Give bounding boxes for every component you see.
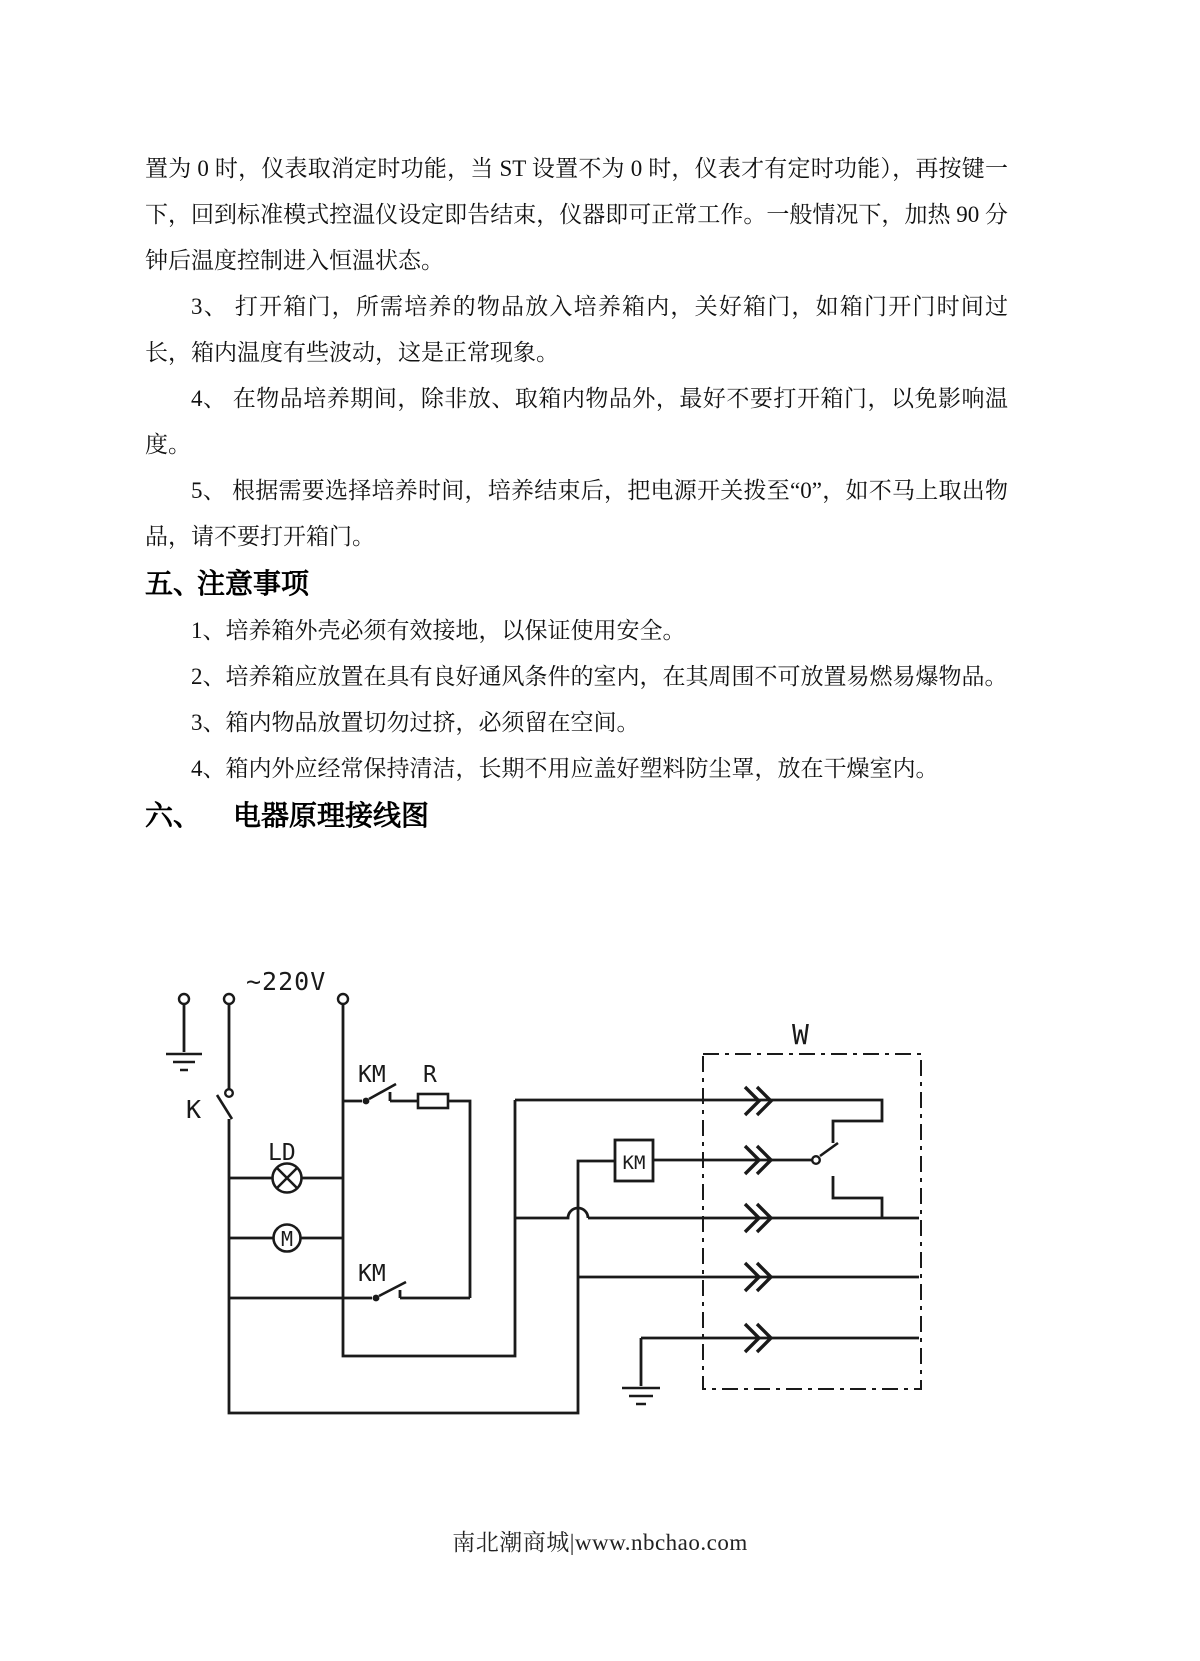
circuit-diagram-svg — [140, 940, 970, 1430]
lamp-ld-label: LD — [268, 1140, 296, 1166]
step-item-3: 3、 打开箱门，所需培养的物品放入培养箱内，关好箱门，如箱门开门时间过长，箱内温度有些波动，这是正常现象。 — [145, 294, 1008, 365]
section-heading-precautions — [145, 562, 1008, 608]
switch-k-blade — [217, 1095, 232, 1119]
note-item-2: 2、培养箱应放置在具有良好通风条件的室内，在其周围不可放置易燃易爆物品。 — [191, 664, 1008, 689]
section-numeral: 六、 — [145, 801, 202, 832]
controller-wire-3 — [515, 1208, 919, 1218]
thermostat-lower-bracket — [833, 1176, 882, 1218]
ground-symbol-left — [166, 1054, 202, 1070]
phase-wire — [229, 1004, 615, 1413]
footer-watermark: 南北潮商城|www.nbchao.com — [452, 1530, 748, 1555]
neutral-wire — [343, 1004, 515, 1356]
lamp-cross — [277, 1168, 297, 1188]
controller-wire-5 — [641, 1338, 919, 1386]
km-bottom-label: KM — [358, 1261, 386, 1287]
step-item-4: 4、 在物品培养期间，除非放、取箱内物品外，最好不要打开箱门，以免影响温度。 — [145, 386, 1008, 457]
plug-connector-icons — [745, 1087, 771, 1352]
voltage-label: ~220V — [246, 967, 327, 996]
km-coil-label: KM — [622, 1152, 646, 1174]
section-heading-wiring-diagram — [145, 794, 1008, 840]
note-item-3: 3、箱内物品放置切勿过挤，必须留在空间。 — [191, 710, 640, 735]
terminal-phase — [224, 994, 234, 1004]
motor-m-label: M — [280, 1227, 294, 1251]
ground-symbol-right — [622, 1388, 660, 1404]
km-top-contact-pivot — [363, 1098, 370, 1105]
km-bottom-contact-pivot — [373, 1295, 380, 1302]
switch-k-label: K — [186, 1095, 202, 1124]
section-numeral: 五、 — [145, 569, 202, 600]
km-bottom-branch-wire — [229, 1290, 470, 1298]
circuit-diagram — [140, 940, 970, 1430]
controller-wire-1 — [515, 1100, 882, 1143]
section-title: 注意事项 — [197, 569, 310, 600]
resistor-r-label: R — [423, 1062, 437, 1088]
switch-k-contact — [225, 1089, 233, 1097]
km-top-label: KM — [358, 1062, 386, 1088]
text-block — [145, 146, 1008, 840]
terminal-neutral — [338, 994, 348, 1004]
note-item-4: 4、箱内外应经常保持清洁，长期不用应盖好塑料防尘罩，放在干燥室内。 — [191, 756, 939, 781]
thermostat-contact — [812, 1156, 820, 1164]
paragraph-intro: 置为 0 时，仪表取消定时功能，当 ST 设置不为 0 时，仪表才有定时功能），再按键一下，回到标准模式控温仪设定即告结束，仪器即可正常工作。一般情况下，加热 90 分钟后温度控制进入恒温状态。 — [145, 156, 1008, 273]
step-item-5: 5、 根据需要选择培养时间，培养结束后，把电源开关拨至“0”，如不马上取出物品，请不要打开箱门。 — [145, 478, 1008, 549]
terminal-ground — [179, 994, 189, 1004]
resistor-symbol — [418, 1094, 448, 1108]
section-title: 电器原理接线图 — [233, 801, 430, 832]
note-item-1: 1、培养箱外壳必须有效接地，以保证使用安全。 — [191, 618, 686, 643]
thermostat-blade — [820, 1143, 838, 1156]
controller-w-label: W — [792, 1018, 809, 1051]
